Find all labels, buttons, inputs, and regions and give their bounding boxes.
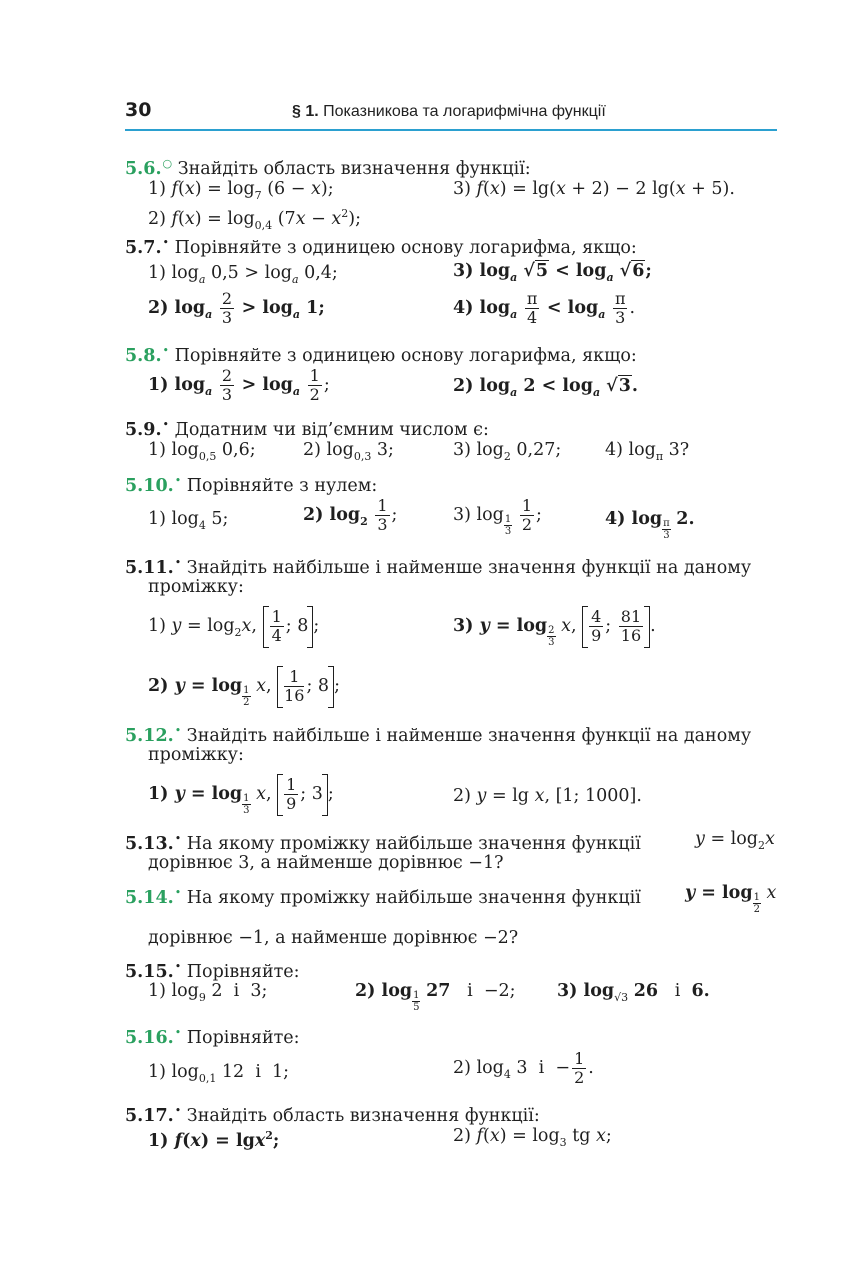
exercise-5-13-continuation: дорівнює 3, а найменше дорівнює −1? [148, 853, 504, 873]
exercise-5-17-heading: 5.17.• Знайдіть область визначення функції: [125, 1104, 540, 1126]
exercise-5-6-item-3: 3) f(x) = lg(x + 2) − 2 lg(x + 5). [453, 179, 735, 199]
exercise-5-7-heading: 5.7.• Порівняйте з одиницею основу логарифма, якщо: [125, 236, 637, 258]
exercise-5-9-item-4: 4) $\log_\pi 3$? [605, 440, 690, 463]
exercise-5-10-item-2: 2) $\log_2$ $\frac{1}{3}$ ; [303, 496, 398, 534]
exercise-5-7-item-3: 3) $\log_a √5 < \log_a √6$; [453, 261, 652, 284]
exercise-5-11-item-1: 1) $y = \log_2x$, $\frac{1}{4}$ ; 8 ; [148, 607, 320, 645]
exercise-5-12-continuation: проміжку: [148, 745, 244, 765]
exercise-5-14-heading: 5.14.• На якому проміжку найбільше значення функції [125, 886, 641, 908]
exercise-5-10-item-4: 4) log $\frac{\pi}{3} 2$. [605, 509, 695, 541]
exercise-5-15-item-2: 2) log $\frac{1}{5} 27$ і −2; [355, 981, 516, 1013]
exercise-5-12-item-2: 2) y = lg x, [1; 1000]. [453, 786, 642, 806]
exercise-5-9-item-2: 2) $\log_{0,3} 3$; [303, 440, 394, 463]
page-number: 30 [125, 99, 152, 121]
exercise-5-10-item-3: 3) log $\frac{1}{3}$ $\frac{1}{2}$ ; [453, 496, 542, 537]
exercise-5-6-heading: 5.6.○ Знайдіть область визначення функції: [125, 157, 531, 179]
exercise-5-14-function: y = log $\frac{1}{2}$ x [685, 883, 777, 915]
exercise-5-15-item-3: 3) $\log_{√3} 26$ і 6. [557, 981, 710, 1004]
exercise-5-7-item-1: 1) $\log_a 0,5 > \log_a 0,4$; [148, 263, 338, 286]
exercise-5-11-heading: 5.11.• Знайдіть найбільше і найменше значення функції на даному [125, 556, 752, 578]
exercise-5-8-item-2: 2) $\log_a 2 < \log_a √3$. [453, 376, 638, 399]
exercise-5-7-item-4: 4) $\log_a$ $\frac{\pi}{4}$ < $\log_a$ $\frac{\pi}{3}$ . [453, 289, 636, 327]
exercise-5-15-heading: 5.15.• Порівняйте: [125, 960, 300, 982]
exercise-5-12-heading: 5.12.• Знайдіть найбільше і найменше значення функції на даному [125, 724, 752, 746]
exercise-5-13-function: $y = \log_2x$ [695, 829, 775, 852]
exercise-5-10-heading: 5.10.• Порівняйте з нулем: [125, 474, 378, 496]
exercise-5-6-item-2: 2) $f(x) = \log_{0,4} (7x - x^2)$; [148, 207, 361, 232]
exercise-5-6-item-1: 1) $f(x) = \log_7 (6 - x)$; [148, 179, 334, 202]
exercise-5-15-item-1: 1) $\log_9 2$ і 3; [148, 981, 268, 1004]
exercise-5-12-item-1: 1) y = log $\frac{1}{3} x$, $\frac{1}{9}$ ; 3 ; [148, 775, 334, 816]
exercise-5-9-item-1: 1) $\log_{0,5} 0,6$; [148, 440, 256, 463]
exercise-5-17-item-1: 1) f(x) = lgx$^2$; [148, 1129, 280, 1151]
exercise-5-16-item-1: 1) $\log_{0,1} 12$ і 1; [148, 1062, 290, 1085]
header-rule [125, 129, 777, 131]
exercise-5-11-item-3: 3) y = log $\frac{2}{3} x$, $\frac{4}{9}$ ; $\frac{81}{16}$ . [453, 607, 656, 648]
exercise-5-10-item-1: 1) $\log_4 5$; [148, 509, 229, 532]
exercise-5-13-heading: 5.13.• На якому проміжку найбільше значення функції [125, 832, 641, 854]
exercise-5-16-item-2: 2) $\log_4 3$ і − $\frac{1}{2}$ . [453, 1049, 594, 1087]
exercise-5-8-heading: 5.8.• Порівняйте з одиницею основу логарифма, якщо: [125, 344, 637, 366]
exercise-5-16-heading: 5.16.• Порівняйте: [125, 1026, 300, 1048]
exercise-5-9-heading: 5.9.• Додатним чи від’ємним числом є: [125, 418, 489, 440]
exercise-5-14-continuation: дорівнює −1, а найменше дорівнює −2? [148, 928, 519, 948]
exercise-5-17-item-2: 2) $f(x) = \log_3$ tg x; [453, 1126, 612, 1149]
exercise-5-11-item-2: 2) y = log $\frac{1}{2} x$, $\frac{1}{16}$ ; 8 ; [148, 667, 340, 708]
exercise-5-8-item-1: 1) $\log_a$ $\frac{2}{3}$ > $\log_a$ $\frac{1}{2}$ ; [148, 366, 330, 404]
exercise-5-9-item-3: 3) $\log_2 0,27$; [453, 440, 562, 463]
exercise-5-7-item-2: 2) $\log_a$ $\frac{2}{3}$ > $\log_a 1$; [148, 289, 325, 327]
running-header: § 1. Показникова та логарифмічна функції [292, 103, 606, 120]
exercise-5-11-continuation: проміжку: [148, 577, 244, 597]
